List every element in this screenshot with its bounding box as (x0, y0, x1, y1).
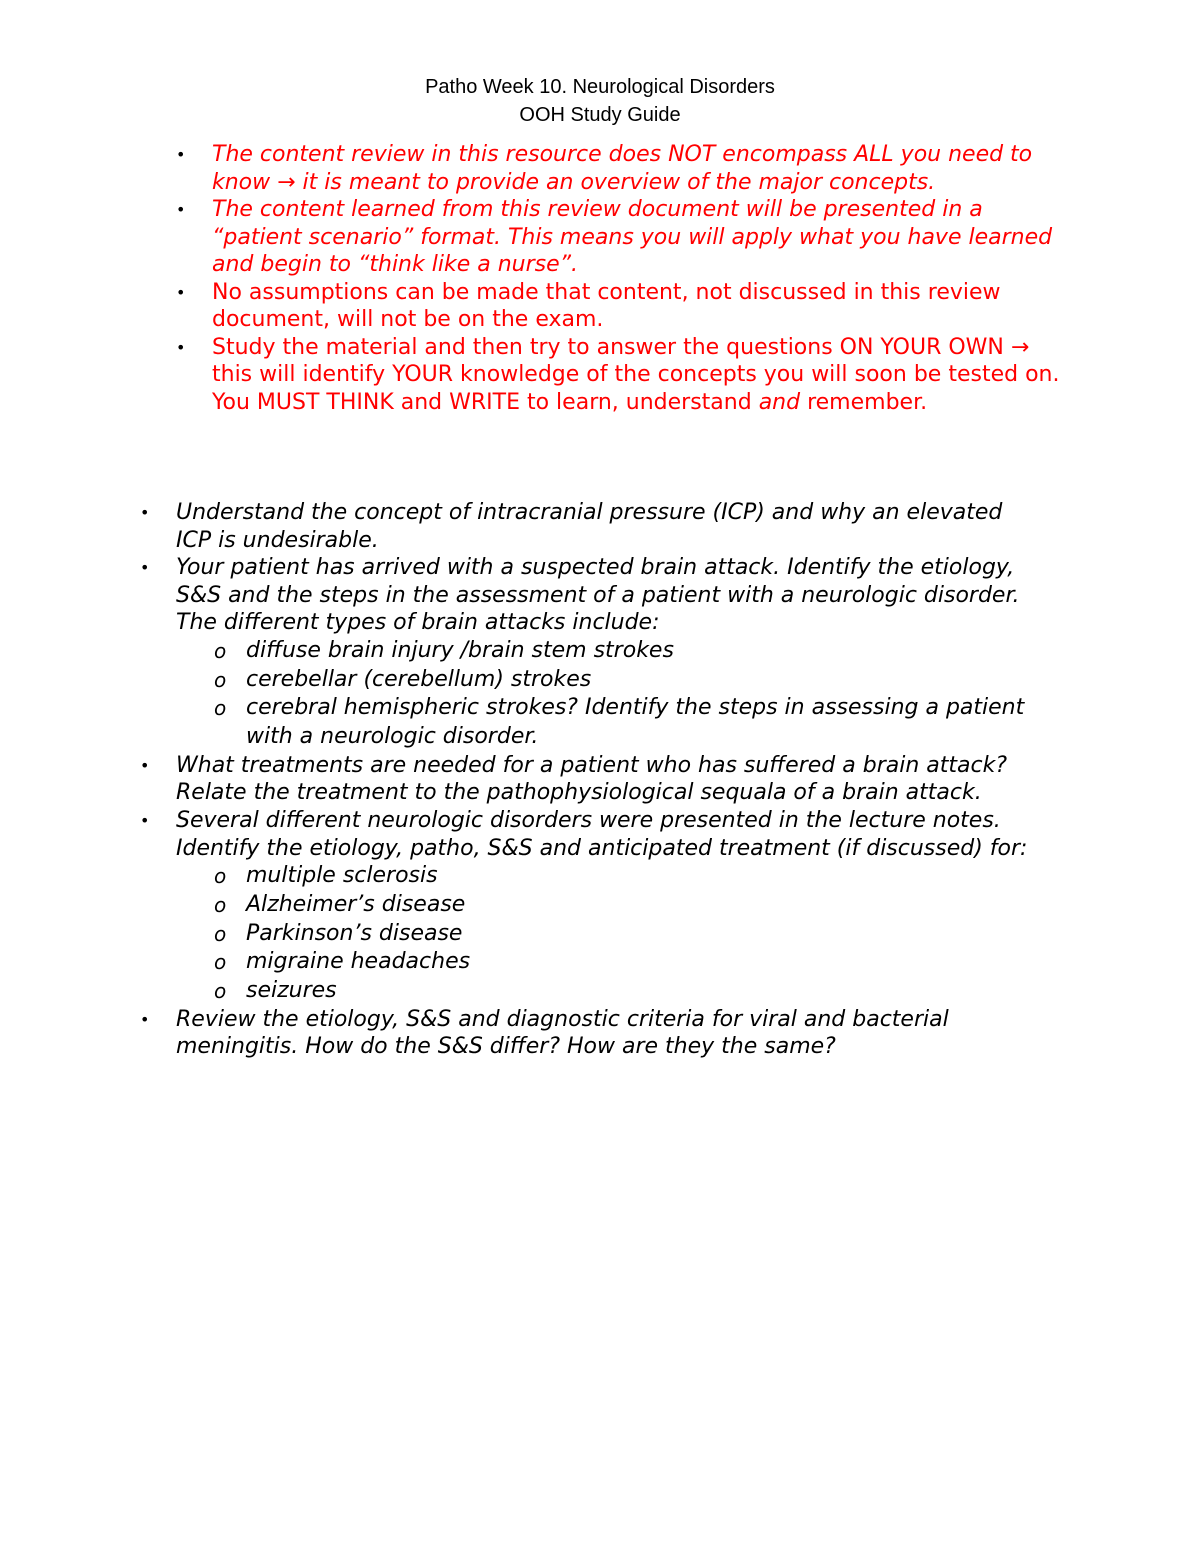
sub-item (176, 948, 1040, 977)
sub-item (176, 862, 1040, 891)
sub-item-text: cerebral hemispheric strokes? Identify the steps in assessing a patient with a neurologic disorder. (246, 695, 1025, 750)
sub-item (176, 694, 1040, 751)
notice-text-end: remember. (800, 389, 928, 415)
study-item (140, 554, 1040, 752)
circle-bullet-icon: o (214, 864, 227, 889)
sub-item-text: multiple sclerosis (246, 863, 438, 889)
study-list (140, 499, 1040, 1061)
bullet-icon: • (176, 200, 186, 219)
study-item (140, 752, 1040, 807)
notice-list (176, 141, 1076, 416)
bullet-icon: • (176, 145, 186, 164)
bullet-icon: • (140, 810, 150, 830)
circle-bullet-icon: o (214, 978, 227, 1003)
bullet-icon: • (176, 282, 186, 302)
notice-item (176, 279, 1076, 334)
circle-bullet-icon: o (214, 696, 227, 721)
study-item-text: What treatments are needed for a patient who has suffered a brain attack? Relate the treatment to the pathophysiological sequala of a brain attack. (176, 752, 1007, 806)
study-item (140, 1006, 1040, 1061)
study-item (140, 807, 1040, 1006)
sub-item-text: seizures (246, 977, 337, 1003)
sub-item (176, 920, 1040, 949)
sub-item-text: diffuse brain injury /brain stem strokes (246, 637, 674, 663)
sub-item-text: cerebellar (cerebellum) strokes (246, 666, 592, 692)
study-item-text: Your patient has arrived with a suspected brain attack. Identify the etiology, S&S and the steps in the assessment of a patient with a neurologic disorder. The different types of brain attacks include: (176, 555, 1020, 636)
circle-bullet-icon: o (214, 921, 227, 946)
sub-item (176, 666, 1040, 695)
study-item-text: Several different neurologic disorders were presented in the lecture notes. Identify the etiology, patho, S&S and anticipated treatment (if discussed) for: (176, 807, 1028, 861)
notice-text: The content review in this resource does NOT encompass ALL you need to know → it is meant to provide an overview of the major concepts. (212, 142, 1033, 195)
notice-text: The content learned from this review document will be presented in a “patient scenario” format. This means you will apply what you have learned and begin to “think like a nurse”. (212, 197, 1053, 277)
bullet-icon: • (140, 558, 150, 578)
bullet-icon: • (140, 755, 150, 775)
sub-item (176, 977, 1040, 1006)
document-title: Patho Week 10. Neurological Disorders (425, 76, 775, 98)
notice-text: Study the material and then try to answer the questions ON YOUR OWN → this will identify YOUR knowledge of the concepts you will soon be tested on. You MUST THINK and WRITE to learn, understand (212, 334, 1060, 415)
bullet-icon: • (176, 337, 186, 357)
notice-text-emphasis: and (758, 389, 801, 415)
bullet-icon: • (140, 503, 150, 522)
sub-item-text: Alzheimer’s disease (246, 891, 466, 917)
notice-item (176, 196, 1076, 279)
circle-bullet-icon: o (214, 638, 227, 663)
notice-item (176, 334, 1076, 417)
sub-list (176, 862, 1040, 1006)
sub-item (176, 637, 1040, 666)
notice-item (176, 141, 1076, 196)
notice-text: No assumptions can be made that content, not discussed in this review document, will not be on the exam. (212, 279, 1001, 332)
sub-item (176, 891, 1040, 920)
circle-bullet-icon: o (214, 667, 227, 692)
study-item-text: Review the etiology, S&S and diagnostic criteria for viral and bacterial meningitis. How do the S&S differ? How are they the same? (176, 1006, 949, 1060)
sub-item-text: Parkinson’s disease (246, 920, 463, 946)
study-item (140, 499, 1040, 554)
circle-bullet-icon: o (214, 892, 227, 917)
circle-bullet-icon: o (214, 950, 227, 975)
document-subtitle: OOH Study Guide (519, 104, 681, 126)
sub-item-text: migraine headaches (246, 949, 471, 975)
sub-list (176, 637, 1040, 752)
study-item-text: Understand the concept of intracranial pressure (ICP) and why an elevated ICP is undesirable. (176, 500, 1003, 553)
bullet-icon: • (140, 1009, 150, 1029)
